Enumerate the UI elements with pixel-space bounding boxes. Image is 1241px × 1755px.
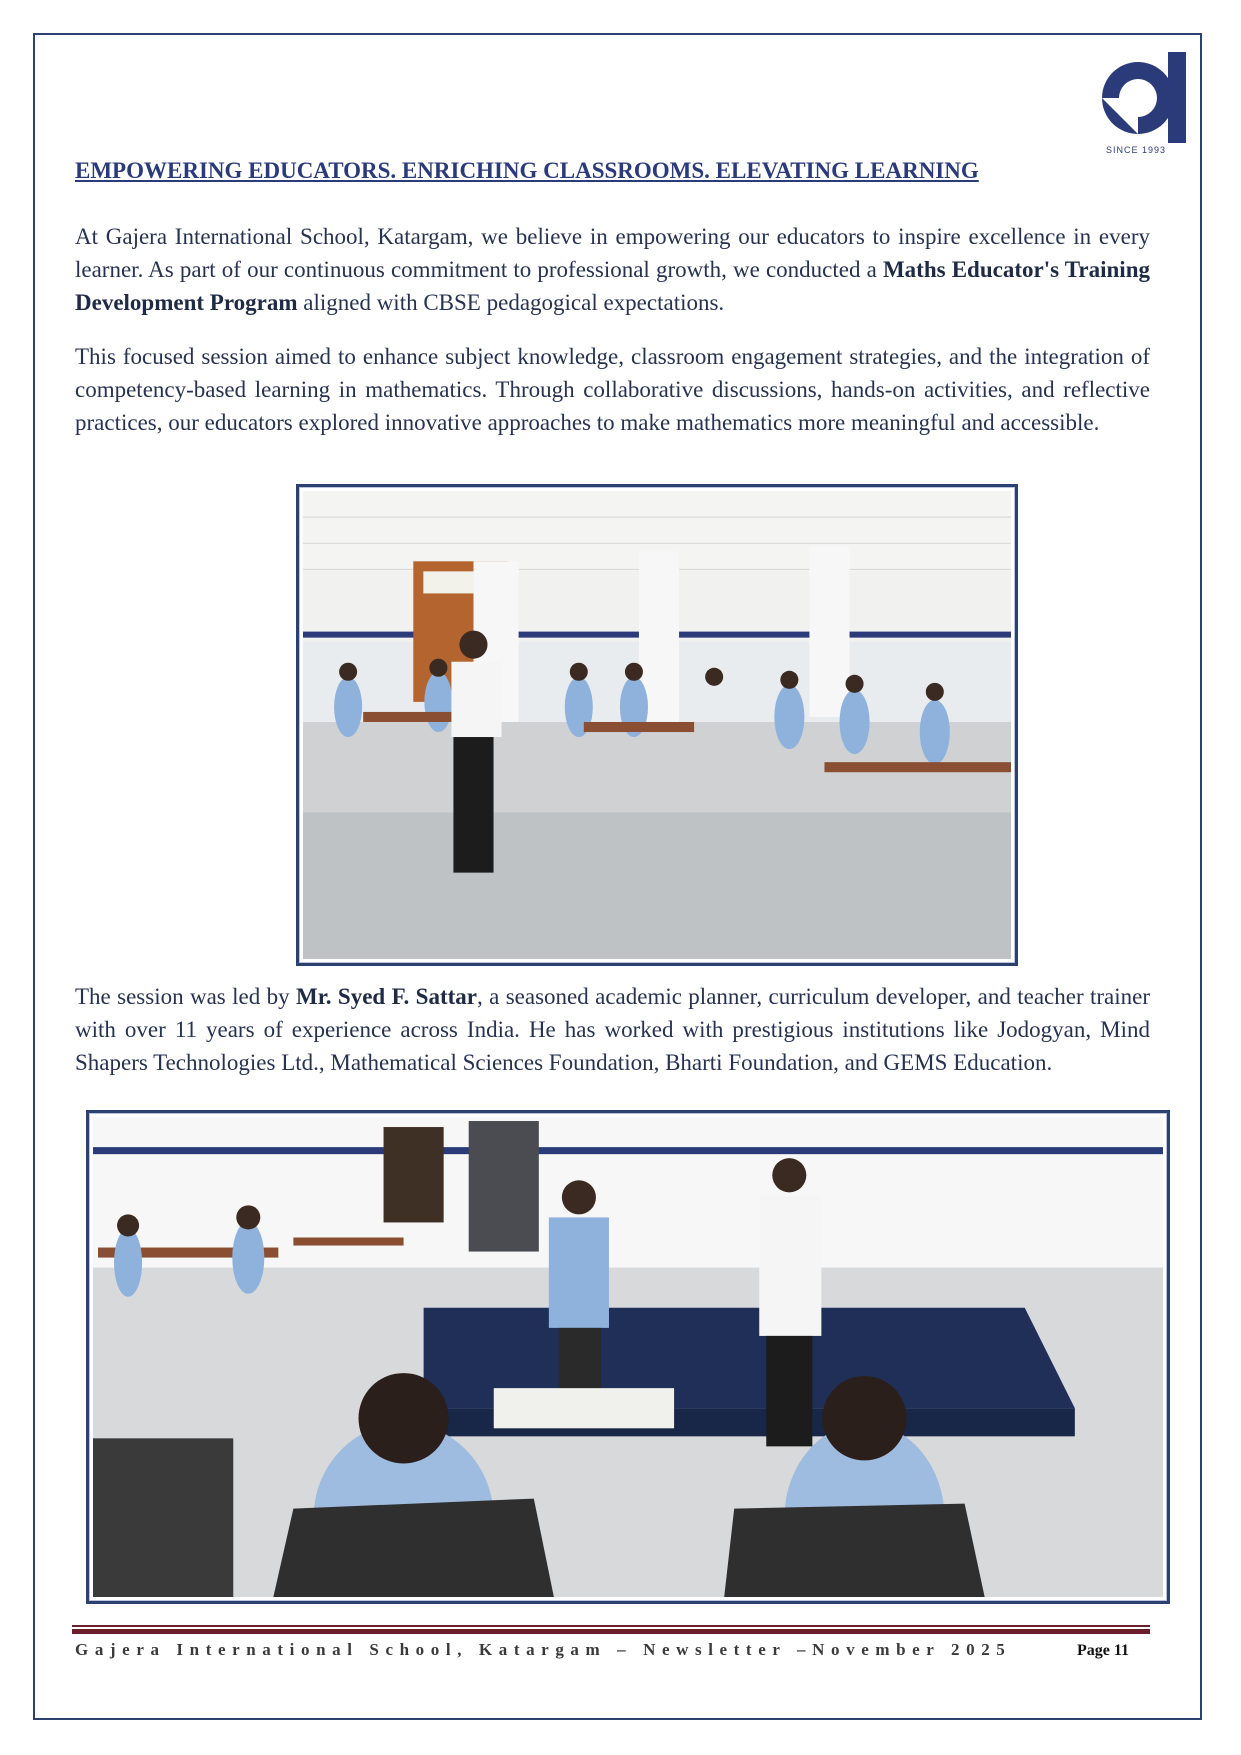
school-logo [1090,48,1200,158]
article-heading: EMPOWERING EDUCATORS. ENRICHING CLASSROOMS. ELEVATING LEARNING [75,158,979,183]
trainer-name: Mr. Syed F. Sattar [295,984,477,1009]
page-number: Page 11 [1077,1642,1129,1659]
trainer-paragraph [75,980,1150,1079]
intro-text-end: aligned with CBSE pedagogical expectations. [297,290,725,315]
footer-rule [72,1625,1150,1627]
logo-since-text: SINCE 1993 [1105,145,1167,155]
workshop-photo-1 [296,484,1018,966]
session-paragraph: This focused session aimed to enhance subject knowledge, classroom engagement strategies, and the integration of competency-based learning in mathematics. Through collaborative discussions, hands-on activities, and reflective practices, our educators explored innovative approaches to make mathematics more meaningful and accessible. [75,344,1150,435]
trainer-text: The session was led by [75,984,296,1009]
footer-rule-thick [72,1629,1150,1634]
trainer-text-end: , a seasoned academic planner, curriculum developer, and teacher trainer with over 11 years of experience across India. He has worked with prestigious institutions like Jodogyan, Mind Shapers Technologies Ltd., Mathematical Sciences Foundation, Bharti Foundation, and GEMS Education. [75,984,1151,1075]
intro-text: At Gajera International School, Katargam, we believe in empowering our educators to inspire excellence in every learner. As part of our continuous commitment to professional growth, we conducted a [75,224,1150,282]
workshop-photo-2 [86,1110,1170,1604]
school-logo-icon [1090,48,1200,143]
footer-newsletter-title: Gajera International School, Katargam – Newsletter –November 2025 [75,1640,1012,1659]
program-name: Maths Educator's Training Development Program [75,257,1150,315]
intro-paragraph [75,220,1150,319]
